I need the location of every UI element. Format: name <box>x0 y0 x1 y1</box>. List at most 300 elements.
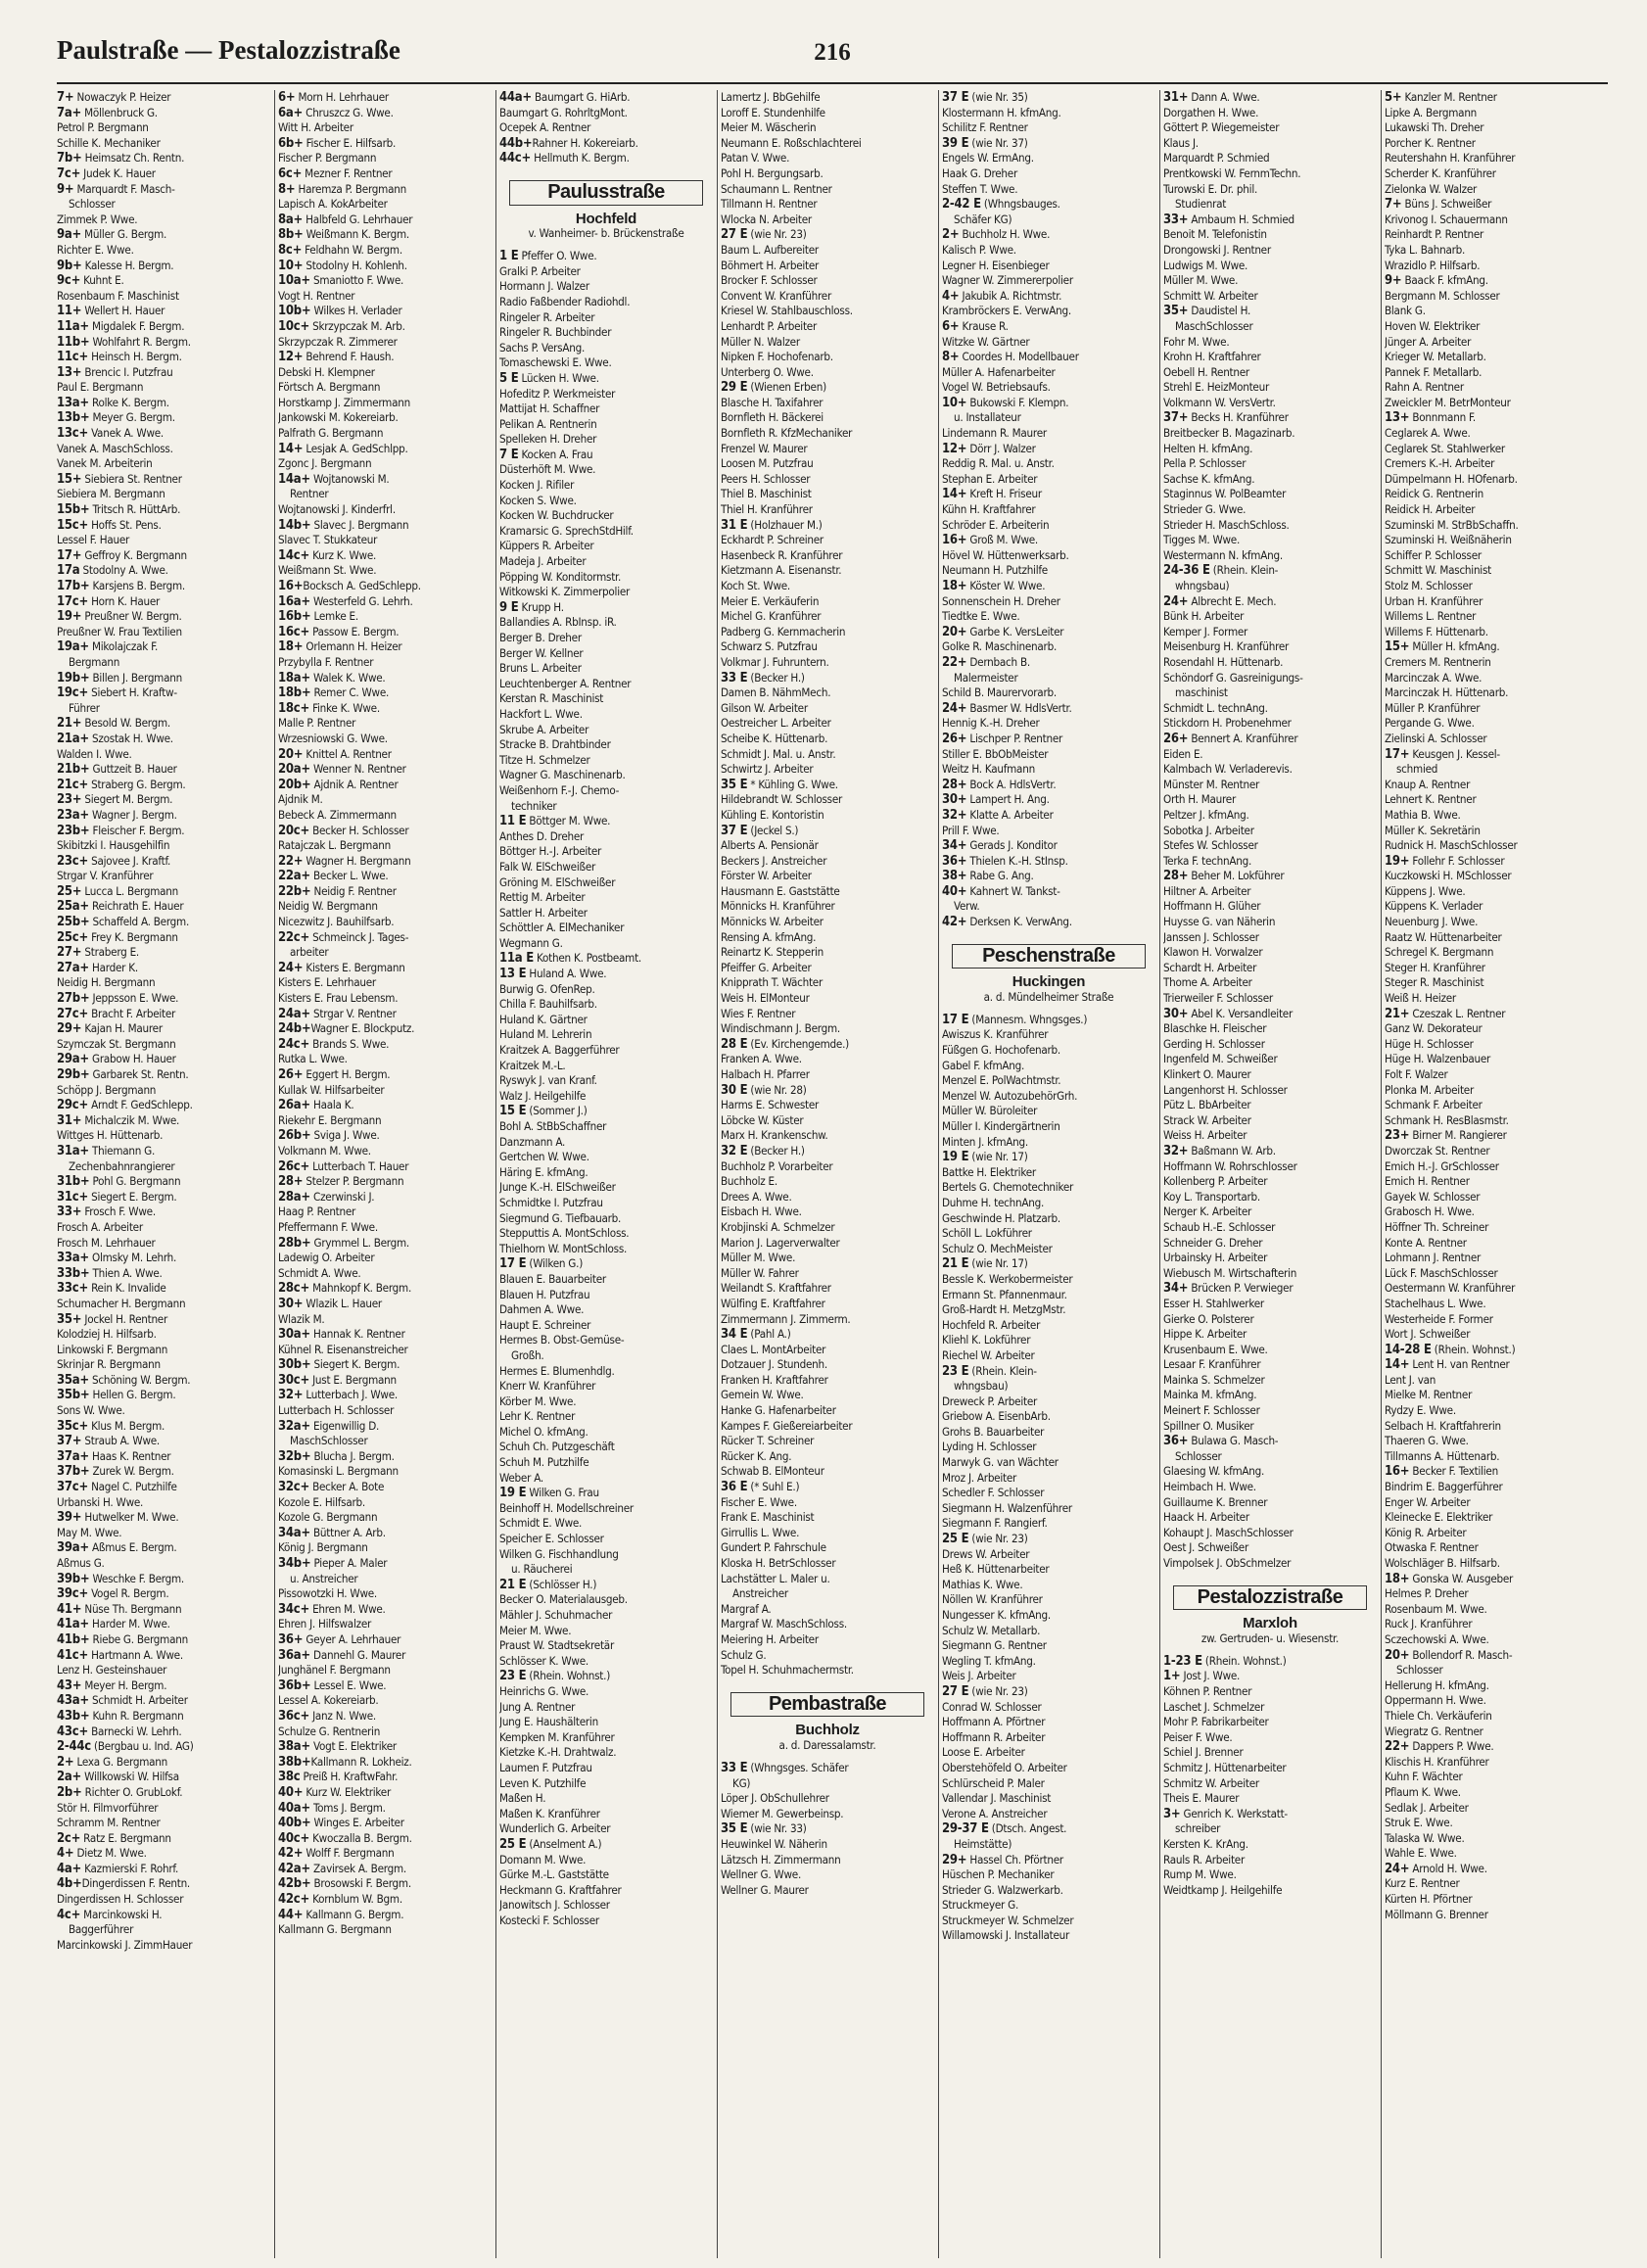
directory-entry: Becker O. Materialausgeb. <box>499 1592 628 1607</box>
directory-entry: 5+ Kanzler M. Rentner <box>1385 90 1497 105</box>
house-number: 31+ <box>57 1112 82 1128</box>
directory-entry: Grabosch H. Wwe. <box>1385 1205 1475 1219</box>
directory-entry: Lent J. van <box>1385 1372 1436 1387</box>
directory-entry: Strieder G. Walzwerkarb. <box>942 1882 1063 1897</box>
directory-entry: 33 E (Whngsges. Schäfer <box>721 1760 849 1775</box>
directory-entry: Meier E. Verkäuferin <box>721 593 820 608</box>
house-number: 28+ <box>942 777 967 792</box>
directory-entry: 44+ Kallmann G. Bergm. <box>278 1907 404 1922</box>
directory-entry: Klinkert O. Maurer <box>1163 1067 1251 1081</box>
directory-entry: 11a E Kothen K. Postbeamt. <box>499 951 641 967</box>
directory-entry: 32b+ Blucha J. Bergm. <box>278 1448 395 1464</box>
directory-entry: 25a+ Reichrath E. Hauer <box>57 899 184 915</box>
directory-entry: Schöll L. Lokführer <box>942 1226 1032 1241</box>
directory-entry: Spillner O. Musiker <box>1163 1418 1254 1433</box>
directory-entry: 26c+ Lutterbach T. Hauer <box>278 1158 409 1174</box>
directory-entry: Riekehr E. Bergmann <box>278 1112 382 1127</box>
directory-entry: Blaschke H. Fleischer <box>1163 1021 1267 1036</box>
directory-entry: 6c+ Mezner F. Rentner <box>278 165 393 181</box>
directory-entry: Linkowski F. Bergmann <box>57 1342 168 1356</box>
directory-entry: Wiebusch M. Wirtschafterin <box>1163 1265 1297 1280</box>
directory-entry: 17 E (Wilken G.) <box>499 1256 584 1272</box>
directory-entry: Weitz H. Kaufmann <box>942 762 1035 777</box>
directory-entry: 22+ Wagner H. Bergmann <box>278 853 411 869</box>
column-3 <box>499 90 713 2258</box>
directory-entry: Struckmeyer W. Schmelzer <box>942 1913 1074 1927</box>
directory-entry: Schneider G. Dreher <box>1163 1235 1263 1250</box>
directory-entry: 31+ Michalczik M. Wwe. <box>57 1112 180 1128</box>
directory-entry: Blauen H. Putzfrau <box>499 1287 590 1301</box>
house-number: 42+ <box>942 915 967 930</box>
house-number: 18b+ <box>278 685 311 701</box>
house-number: 32+ <box>278 1388 304 1403</box>
directory-entry: 23c+ Sajovee J. Kraftf. <box>57 853 171 869</box>
directory-entry: Ringeler R. Arbeiter <box>499 309 595 324</box>
directory-entry: Sattler H. Arbeiter <box>499 905 588 920</box>
house-number: 17a <box>57 563 80 579</box>
directory-entry: Helmes P. Dreher <box>1385 1586 1469 1601</box>
directory-entry: Legner H. Eisenbieger <box>942 258 1050 272</box>
directory-entry: Hiltner A. Arbeiter <box>1163 883 1251 898</box>
directory-entry: Janssen J. Schlosser <box>1163 929 1259 944</box>
directory-entry: KG) <box>732 1775 751 1790</box>
house-number: 27+ <box>57 945 82 961</box>
directory-entry: 14-28 E (Rhein. Wohnst.) <box>1385 1342 1516 1357</box>
directory-entry: 32 E (Becker H.) <box>721 1143 805 1158</box>
directory-entry: Heimstätte) <box>954 1836 1012 1851</box>
directory-entry: Häring E. kfmAng. <box>499 1164 588 1179</box>
directory-entry: Neidig W. Bergmann <box>278 899 378 914</box>
directory-entry: Menzel E. PolWachtmstr. <box>942 1073 1061 1088</box>
directory-entry: Fohr M. Wwe. <box>1163 334 1230 349</box>
directory-entry: Madeja J. Arbeiter <box>499 554 587 569</box>
house-number: 24a+ <box>278 1006 310 1021</box>
directory-entry: Glaesing W. kfmAng. <box>1163 1464 1265 1479</box>
directory-entry: Gilson W. Arbeiter <box>721 700 808 715</box>
directory-entry: 15+ Siebiera St. Rentner <box>57 471 182 487</box>
directory-entry: Benoit M. Telefonistin <box>1163 227 1267 242</box>
directory-entry: Gundert P. Fahrschule <box>721 1540 826 1555</box>
directory-entry: Stefes W. Schlosser <box>1163 838 1258 853</box>
column-divider <box>495 90 496 2258</box>
directory-entry: 25 E (wie Nr. 23) <box>942 1532 1028 1547</box>
column-6 <box>1163 90 1377 2258</box>
directory-entry: Bebeck A. Zimmermann <box>278 807 397 822</box>
house-number: 19c+ <box>57 685 89 701</box>
house-number: 10+ <box>942 395 967 410</box>
directory-entry: 36 E (* Suhl E.) <box>721 1480 800 1495</box>
directory-entry: Volkmann W. VersVertr. <box>1163 395 1276 409</box>
directory-entry: 24-36 E (Rhein. Klein- <box>1163 563 1279 579</box>
directory-entry: Klaus J. <box>1163 135 1199 150</box>
column-divider <box>1159 90 1160 2258</box>
directory-entry: Struk E. Wwe. <box>1385 1816 1453 1830</box>
house-number: 19 E <box>499 1486 527 1501</box>
directory-entry: 28c+ Mahnkopf K. Bergm. <box>278 1281 412 1297</box>
directory-entry: Rutka L. Wwe. <box>278 1052 348 1066</box>
directory-entry: Kisters E. Frau Lebensm. <box>278 991 399 1006</box>
directory-entry: Weber A. <box>499 1470 543 1485</box>
directory-entry: Pannek F. Metallarb. <box>1385 364 1482 379</box>
house-number: 7b+ <box>57 151 82 166</box>
directory-entry: Strgar V. Kranführer <box>57 869 154 883</box>
directory-entry: Klostermann H. kfmAng. <box>942 105 1061 119</box>
directory-entry: Wagner W. Zimmererpolier <box>942 273 1073 288</box>
directory-entry: Trierweiler F. Schlosser <box>1163 991 1273 1006</box>
house-number: 34b+ <box>278 1556 311 1571</box>
directory-entry: 7 E Kocken A. Frau <box>499 447 593 462</box>
directory-entry: Kocken W. Buchdrucker <box>499 508 614 523</box>
directory-entry: Kollenberg P. Arbeiter <box>1163 1174 1268 1189</box>
house-number: 25+ <box>57 883 82 899</box>
street-description: v. Wanheimer- b. Brückenstraße <box>528 226 684 241</box>
house-number: 32a+ <box>278 1418 310 1434</box>
directory-entry: 11c+ Heinsch H. Bergm. <box>57 350 182 365</box>
directory-entry: 6+ Krause R. <box>942 318 1009 334</box>
house-number: 20c+ <box>278 823 310 838</box>
directory-entry: Schmank H. ResBlasmstr. <box>1385 1112 1509 1127</box>
directory-entry: 19b+ Billen J. Bergmann <box>57 670 182 685</box>
directory-entry: 9+ Marquardt F. Masch- <box>57 181 175 197</box>
directory-entry: Ajdnik M. <box>278 792 323 807</box>
directory-entry: Struckmeyer G. <box>942 1898 1019 1913</box>
directory-entry: 36b+ Lessel E. Wwe. <box>278 1677 387 1693</box>
directory-entry: Küppens K. Verlader <box>1385 899 1483 914</box>
directory-entry: Vogel W. Betriebsaufs. <box>942 380 1051 395</box>
directory-entry: Schlosser <box>1396 1663 1443 1677</box>
directory-entry: 25+ Lucca L. Bergmann <box>57 883 179 899</box>
directory-entry: 7a+ Möllenbruck G. <box>57 105 158 120</box>
directory-entry: Groß-Hardt H. MetzgMstr. <box>942 1302 1066 1317</box>
directory-entry: Ballandies A. RbInsp. iR. <box>499 615 617 630</box>
directory-entry: Wahle E. Wwe. <box>1385 1846 1457 1861</box>
directory-entry: Wittges H. Hüttenarb. <box>57 1128 164 1143</box>
directory-entry: 2b+ Richter O. GrubLokf. <box>57 1784 183 1800</box>
directory-entry: Tigges M. Wwe. <box>1163 533 1241 547</box>
directory-entry: 7b+ Heimsatz Ch. Rentn. <box>57 151 185 166</box>
directory-entry: 9a+ Müller G. Bergm. <box>57 227 167 243</box>
house-number: 38b+ <box>278 1754 311 1770</box>
directory-entry: 21 E (Schlösser H.) <box>499 1577 597 1592</box>
directory-entry: Fischer E. Wwe. <box>721 1494 797 1509</box>
house-number: 16a+ <box>278 593 310 609</box>
house-number: 22+ <box>942 654 967 670</box>
directory-entry: Kampes F. Gießereiarbeiter <box>721 1418 853 1433</box>
directory-entry: Mönnicks W. Arbeiter <box>721 915 824 929</box>
house-number: 37+ <box>57 1434 82 1449</box>
directory-entry: Göttert P. Wiegemeister <box>1163 120 1280 135</box>
directory-entry: Szuminski M. StrBbSchaffn. <box>1385 517 1519 532</box>
directory-entry: Bergmann M. Schlosser <box>1385 288 1500 303</box>
directory-entry: Wlocka N. Arbeiter <box>721 212 812 226</box>
directory-entry: Schmitz W. Arbeiter <box>1163 1775 1259 1790</box>
directory-entry: 40+ Kurz W. Elektriker <box>278 1784 391 1800</box>
directory-entry: 27 E (wie Nr. 23) <box>721 227 807 243</box>
house-number: 24+ <box>1385 1861 1410 1876</box>
house-number: 35+ <box>57 1311 82 1327</box>
directory-entry: Möllmann G. Brenner <box>1385 1907 1488 1921</box>
directory-entry: Ringeler R. Buchbinder <box>499 325 612 340</box>
house-number: 4a+ <box>57 1861 82 1876</box>
column-divider <box>938 90 939 2258</box>
page-header <box>57 33 1608 72</box>
house-number: 22c+ <box>278 929 310 945</box>
directory-entry: Emich H. Rentner <box>1385 1174 1470 1189</box>
directory-entry: Patan V. Wwe. <box>721 151 790 165</box>
directory-entry: 40c+ Kwoczalla B. Bergm. <box>278 1830 412 1846</box>
directory-entry: 43a+ Schmidt H. Arbeiter <box>57 1693 188 1709</box>
directory-entry: Stör H. Filmvorführer <box>57 1800 159 1815</box>
directory-entry: Lapisch A. KokArbeiter <box>278 197 388 212</box>
directory-entry: Sachs P. VersAng. <box>499 340 586 354</box>
directory-entry: 33a+ Olmsky M. Lehrh. <box>57 1251 177 1266</box>
district-name: Marxloh <box>1243 1615 1297 1632</box>
directory-entry: 34+ Brücken P. Verwieger <box>1163 1281 1294 1297</box>
directory-entry: 27b+ Jeppsson E. Wwe. <box>57 991 179 1007</box>
directory-entry: Berger B. Dreher <box>499 631 582 644</box>
directory-entry: 14a+ Wojtanowski M. <box>278 471 390 487</box>
directory-entry: Thiele Ch. Verkäuferin <box>1385 1708 1492 1723</box>
directory-entry: Hildebrandt W. Schlosser <box>721 792 843 807</box>
directory-entry: 13+ Brencic I. Putzfrau <box>57 364 173 380</box>
house-number: 2-44c <box>57 1739 91 1755</box>
directory-entry: Meier M. Wäscherin <box>721 120 817 135</box>
house-number: 6b+ <box>278 135 304 151</box>
directory-entry: Schöpp J. Bergmann <box>57 1082 157 1097</box>
house-number: 32 E <box>721 1143 748 1158</box>
house-number: 19b+ <box>57 670 90 685</box>
directory-entry: Willems L. Rentner <box>1385 609 1477 624</box>
directory-entry: Wellner G. Maurer <box>721 1882 809 1897</box>
directory-entry: Siegmund G. Tiefbauarb. <box>499 1210 622 1225</box>
directory-entry: Baumgart G. RohrltgMont. <box>499 105 628 119</box>
directory-entry: Hoffmann A. Pförtner <box>942 1715 1046 1729</box>
directory-entry: Lukawski Th. Dreher <box>1385 120 1484 135</box>
directory-entry: Lenhardt P. Arbeiter <box>721 318 818 333</box>
directory-entry: Preußner W. Frau Textilien <box>57 624 182 638</box>
directory-entry: 26b+ Sviga J. Wwe. <box>278 1128 380 1144</box>
directory-entry: 40a+ Toms J. Bergm. <box>278 1800 386 1816</box>
house-number: 29a+ <box>57 1052 89 1067</box>
column-4 <box>721 90 934 2258</box>
house-number: 21a+ <box>57 731 89 746</box>
directory-entry: 29c+ Arndt F. GedSchlepp. <box>57 1098 193 1113</box>
directory-entry: Topel H. Schuhmachermstr. <box>721 1663 854 1677</box>
directory-entry: 35 E * Kühling G. Wwe. <box>721 777 838 792</box>
directory-entry: Speicher E. Schlosser <box>499 1532 604 1546</box>
directory-entry: 34+ Gerads J. Konditor <box>942 838 1058 854</box>
house-number: 27c+ <box>57 1006 89 1021</box>
directory-entry: Vogt H. Rentner <box>278 288 355 303</box>
street-heading: Pembastraße <box>730 1692 924 1718</box>
directory-entry: Schedler F. Schlosser <box>942 1486 1045 1500</box>
directory-entry: Müller M. Wwe. <box>721 1251 796 1265</box>
directory-entry: 17+ Geffroy K. Bergmann <box>57 547 187 563</box>
directory-entry: Schöndorf G. Gasreinigungs- <box>1163 670 1303 685</box>
directory-entry: Langenhorst H. Schlosser <box>1163 1082 1288 1097</box>
directory-entry: Padberg G. Kernmacherin <box>721 624 846 638</box>
directory-entry: Kliehl K. Lokführer <box>942 1333 1031 1347</box>
house-number: 10c+ <box>278 318 310 334</box>
directory-entry: Grohs B. Bauarbeiter <box>942 1424 1045 1439</box>
directory-entry: Peiser F. Wwe. <box>1163 1729 1233 1744</box>
directory-entry: Rudnick H. MaschSchlosser <box>1385 838 1518 853</box>
house-number: 9c+ <box>57 273 81 289</box>
directory-entry: 41+ Nüse Th. Bergmann <box>57 1601 182 1617</box>
house-number: 11+ <box>57 304 82 319</box>
directory-entry: Schiffer P. Schlosser <box>1385 547 1482 562</box>
directory-entry: 30 E (wie Nr. 28) <box>721 1082 807 1098</box>
directory-entry: Junge K.-H. ElSchweißer <box>499 1180 616 1195</box>
directory-entry: Tomaschewski E. Wwe. <box>499 355 612 370</box>
directory-entry: 15b+ Tritsch R. HüttArb. <box>57 502 181 518</box>
house-number: 19+ <box>57 609 82 625</box>
directory-entry: Skibitzki I. Hausgehilfin <box>57 838 170 853</box>
directory-entry: Michel O. kfmAng. <box>499 1424 588 1439</box>
directory-entry: Ermann St. Pfannenmaur. <box>942 1287 1067 1301</box>
directory-entry: Düsterhöft M. Wwe. <box>499 462 596 477</box>
directory-entry: 34c+ Ehren M. Wwe. <box>278 1601 386 1617</box>
street-description: a. d. Daressalamstr. <box>778 1737 876 1752</box>
directory-entry: 22+ Dappers P. Wwe. <box>1385 1739 1494 1755</box>
directory-entry: Lessel F. Hauer <box>57 533 130 547</box>
directory-entry: 6b+ Fischer E. Hilfsarb. <box>278 135 397 151</box>
house-number: 31 E <box>721 517 748 533</box>
directory-entry: Maßen K. Kranführer <box>499 1806 600 1820</box>
directory-entry: Rettig M. Arbeiter <box>499 890 586 905</box>
directory-entry: Kalmbach W. Verladerevis. <box>1163 762 1293 777</box>
directory-entry: 28+ Beher M. Lokführer <box>1163 869 1285 884</box>
directory-entry: Kuhn F. Wächter <box>1385 1770 1463 1784</box>
directory-entry: Drews W. Arbeiter <box>942 1546 1030 1561</box>
directory-entry: 39b+ Weschke F. Bergm. <box>57 1571 184 1586</box>
directory-entry: Böhmert H. Arbeiter <box>721 258 820 272</box>
directory-entry: Kürten H. Pförtner <box>1385 1892 1473 1907</box>
directory-entry: 32+ Klatte A. Arbeiter <box>942 807 1054 823</box>
directory-entry: 30b+ Siegert K. Bergm. <box>278 1357 400 1373</box>
directory-entry: 30c+ Just E. Bergmann <box>278 1372 397 1388</box>
directory-entry: Gayek W. Schlosser <box>1385 1189 1481 1204</box>
house-number: 26+ <box>942 731 967 746</box>
directory-entry: 2-44c (Bergbau u. Ind. AG) <box>57 1739 194 1755</box>
house-number: 44+ <box>278 1907 304 1922</box>
directory-entry: Schmidtke I. Putzfrau <box>499 1195 603 1209</box>
directory-entry: Mohr P. Fabrikarbeiter <box>1163 1715 1269 1729</box>
house-number: 24-36 E <box>1163 563 1210 579</box>
directory-entry: Vimpolsek J. ObSchmelzer <box>1163 1556 1292 1570</box>
house-number: 42b+ <box>278 1876 311 1892</box>
directory-entry: 34a+ Büttner A. Arb. <box>278 1525 386 1540</box>
directory-entry: Wort J. Schweißer <box>1385 1327 1471 1342</box>
house-number: 24c+ <box>278 1036 310 1052</box>
directory-entry: Laschet J. Schmelzer <box>1163 1699 1265 1714</box>
directory-entry: 1+ Jost J. Wwe. <box>1163 1669 1241 1684</box>
page-number: 216 <box>814 39 851 66</box>
directory-entry: whngsbau) <box>954 1379 1009 1394</box>
directory-entry: 9c+ Kuhnt E. <box>57 273 124 289</box>
directory-entry: Mathia B. Wwe. <box>1385 807 1461 822</box>
directory-entry: Schlosser <box>1175 1448 1222 1463</box>
directory-entry: Heimbach H. Wwe. <box>1163 1480 1256 1494</box>
house-number: 22+ <box>278 853 304 869</box>
directory-entry: 33c+ Rein K. Invalide <box>57 1281 166 1297</box>
house-number: 21+ <box>1385 1006 1410 1021</box>
directory-entry: Konte A. Rentner <box>1385 1235 1467 1250</box>
directory-entry: Kullak W. Hilfsarbeiter <box>278 1082 385 1097</box>
directory-entry: 41a+ Harder M. Wwe. <box>57 1617 170 1632</box>
directory-entry: 28a+ Czerwinski J. <box>278 1189 375 1205</box>
directory-entry: Lamertz J. BbGehilfe <box>721 90 821 104</box>
house-number: 21+ <box>57 716 82 732</box>
directory-entry: Prentkowski W. FernmTechn. <box>1163 165 1301 180</box>
directory-entry: Lyding H. Schlosser <box>942 1440 1037 1454</box>
directory-entry: Zgonc J. Bergmann <box>278 456 372 471</box>
house-number: 34+ <box>942 838 967 854</box>
house-number: 7c+ <box>57 165 81 181</box>
directory-entry: Hippe K. Arbeiter <box>1163 1327 1247 1342</box>
directory-entry: Sedlak J. Arbeiter <box>1385 1800 1469 1815</box>
directory-entry: 37b+ Zurek W. Bergm. <box>57 1464 174 1480</box>
directory-entry: 34b+ Pieper A. Maler <box>278 1556 388 1571</box>
house-number: 44b+ <box>499 135 533 151</box>
directory-entry: Eckhardt P. Schreiner <box>721 533 824 547</box>
directory-entry: Zimmermann J. Zimmerm. <box>721 1311 851 1326</box>
directory-entry: Volkmar J. Fuhruntern. <box>721 654 829 669</box>
directory-entry: Schmidt E. Wwe. <box>499 1516 583 1531</box>
directory-entry: 10c+ Skrzypczak M. Arb. <box>278 318 405 334</box>
house-number: 12+ <box>942 441 967 456</box>
directory-entry: Kurz E. Rentner <box>1385 1876 1460 1891</box>
directory-entry: Jung E. Haushälterin <box>499 1715 598 1729</box>
directory-entry: Kietzke K.-H. Drahtwalz. <box>499 1745 617 1760</box>
house-number: 38+ <box>942 869 967 884</box>
directory-entry: Marcinczak A. Wwe. <box>1385 670 1482 685</box>
house-number: 36 E <box>721 1480 748 1495</box>
directory-entry: Conrad W. Schlosser <box>942 1699 1042 1714</box>
directory-entry: 21 E (wie Nr. 17) <box>942 1256 1028 1272</box>
house-number: 33c+ <box>57 1281 89 1297</box>
header-rule <box>57 82 1608 84</box>
directory-entry: 10b+ Wilkes H. Verlader <box>278 304 402 319</box>
directory-entry: 28 E (Ev. Kirchengemde.) <box>721 1036 849 1052</box>
directory-entry: 19c+ Siebert H. Kraftw- <box>57 685 177 701</box>
directory-entry: 17+ Keusgen J. Kessel- <box>1385 746 1500 762</box>
directory-entry: 13 E Huland A. Wwe. <box>499 967 607 982</box>
directory-entry: 20+ Bollendorf R. Masch- <box>1385 1647 1513 1663</box>
directory-entry: Weißmann St. Wwe. <box>278 563 377 578</box>
directory-entry: Schille K. Mechaniker <box>57 135 161 150</box>
directory-entry: Urbainsky H. Arbeiter <box>1163 1251 1268 1265</box>
house-number: 36+ <box>942 853 967 869</box>
directory-entry: Frosch M. Lehrhauer <box>57 1235 156 1250</box>
directory-entry: Margraf W. MaschSchloss. <box>721 1617 847 1631</box>
house-number: 22+ <box>1385 1739 1410 1755</box>
directory-entry: 2+ Buchholz H. Wwe. <box>942 227 1051 243</box>
directory-entry: Loroff E. Stundenhilfe <box>721 105 825 119</box>
directory-entry: Pergande G. Wwe. <box>1385 716 1475 731</box>
house-number: 44a+ <box>499 90 532 105</box>
directory-entry: König J. Bergmann <box>278 1540 368 1555</box>
directory-entry: Pissowotzki H. Wwe. <box>278 1586 377 1601</box>
directory-entry: Blasche H. Taxifahrer <box>721 395 824 409</box>
directory-entry: Turowski E. Dr. phil. <box>1163 181 1258 196</box>
directory-entry: 28b+ Grymmel L. Bergm. <box>278 1235 409 1251</box>
directory-entry: Nungesser K. kfmAng. <box>942 1608 1051 1622</box>
directory-entry: Förtsch A. Bergmann <box>278 380 381 395</box>
directory-entry: Hofeditz P. Werkmeister <box>499 386 616 401</box>
directory-entry: Szymczak St. Bergmann <box>57 1036 176 1051</box>
directory-entry: 22c+ Schmeinck J. Tages- <box>278 929 409 945</box>
